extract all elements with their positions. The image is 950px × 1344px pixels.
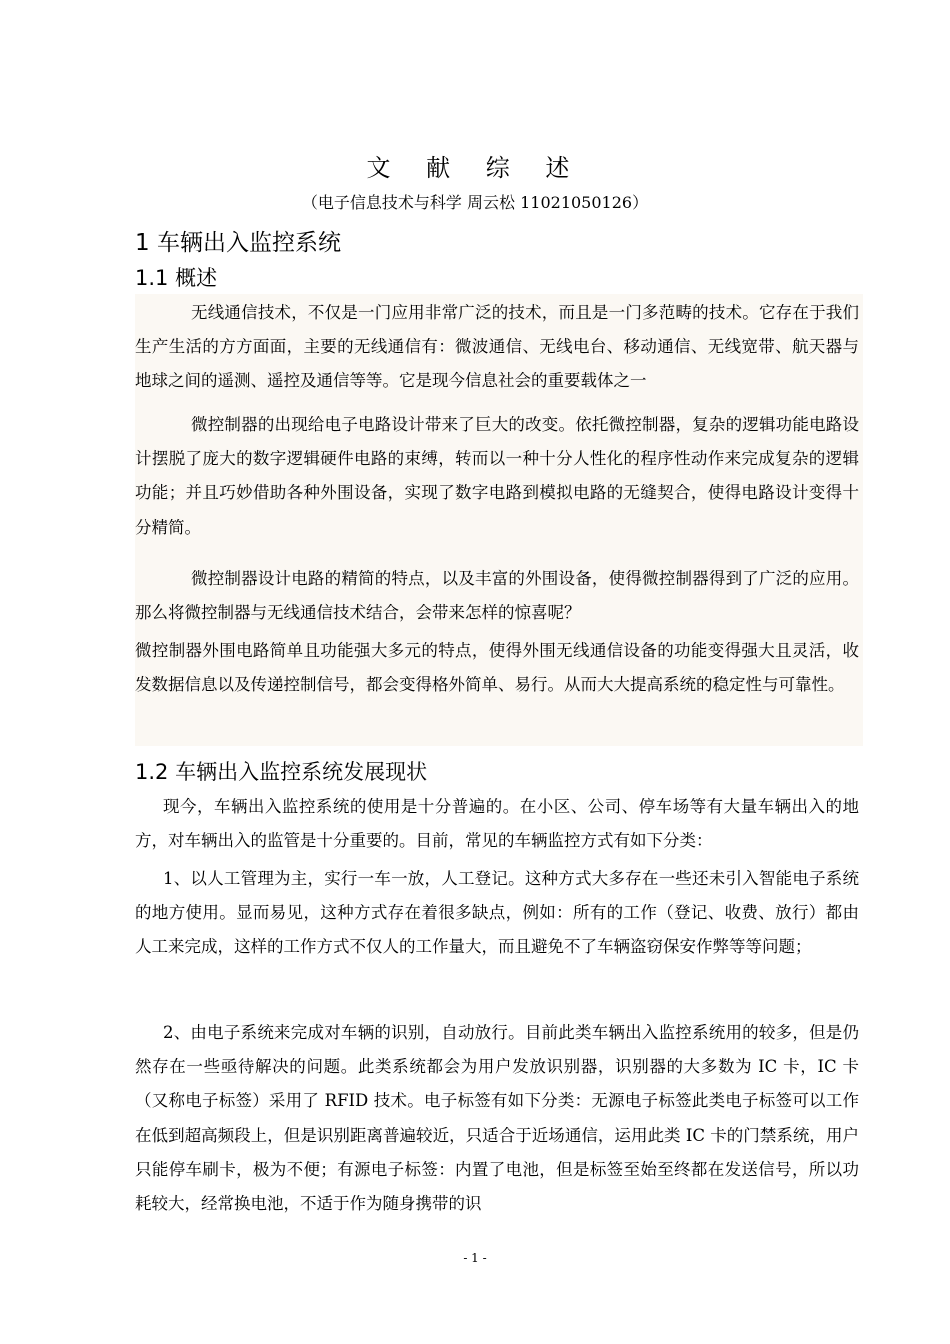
document-title: 文 献 综 述 [366, 154, 584, 182]
paragraph-6: 1、以人工管理为主，实行一车一放，人工登记。这种方式大多存在一些还未引入智能电子系统的地方使用。显而易见，这种方式存在着很多缺点，例如：所有的工作（登记、收费、放行）都由人工来完成，这样的工作方式不仅人的工作量大，而且避免不了车辆盗窃保安作弊等等问题； [135, 869, 859, 957]
paragraph-4: 微控制器外围电路简单且功能强大多元的特点，使得外围无线通信设备的功能变得强大且灵活，收发数据信息以及传递控制信号，都会变得格外简单、易行。从而大大提高系统的稳定性与可靠性。 [135, 641, 859, 695]
heading-section-1-2: 1.2 车辆出入监控系统发展现状 [135, 760, 428, 784]
paragraph-1: 无线通信技术，不仅是一门应用非常广泛的技术，而且是一门多范畴的技术。它存在于我们生产生活的方方面面，主要的无线通信有：微波通信、无线电台、移动通信、无线宽带、航天器与地球之间的遥测、遥控及通信等等。它是现今信息社会的重要载体之一 [135, 303, 859, 391]
paragraph-3: 微控制器设计电路的精简的特点，以及丰富的外围设备，使得微控制器得到了广泛的应用。那么将微控制器与无线通信技术结合，会带来怎样的惊喜呢？ [135, 569, 859, 623]
heading-section-1-1: 1.1 概述 [135, 266, 218, 290]
author-line: （电子信息技术与科学 周云松 11021050126） [301, 193, 649, 212]
paragraph-7: 2、由电子系统来完成对车辆的识别，自动放行。目前此类车辆出入监控系统用的较多，但是仍然存在一些亟待解决的问题。此类系统都会为用户发放识别器，识别器的大多数为 IC 卡，IC 卡（又称电子标签）采用了 RFID 技术。电子标签有如下分类：无源电子标签此类电子标签可以工作在低到超高频段上，但是识别距离普遍较近，只适合于近场通信，运用此类 IC 卡的门禁系统，用户只能停车刷卡，极为不便；有源电子标签：内置了电池，但是标签至始至终都在发送信号，所以功耗较大，经常换电池，不适于作为随身携带的识 [135, 1023, 859, 1214]
paragraph-5: 现今，车辆出入监控系统的使用是十分普遍的。在小区、公司、停车场等有大量车辆出入的地方，对车辆出入的监管是十分重要的。目前，常见的车辆监控方式有如下分类： [135, 797, 859, 851]
page-number: - 1 - [463, 1251, 487, 1265]
heading-chapter-1: 1 车辆出入监控系统 [135, 230, 341, 256]
paragraph-2: 微控制器的出现给电子电路设计带来了巨大的改变。依托微控制器，复杂的逻辑功能电路设计摆脱了庞大的数字逻辑硬件电路的束缚，转而以一种十分人性化的程序性动作来完成复杂的逻辑功能；并且巧妙借助各种外围设备，实现了数字电路到模拟电路的无缝契合，使得电路设计变得十分精简。 [135, 415, 859, 537]
